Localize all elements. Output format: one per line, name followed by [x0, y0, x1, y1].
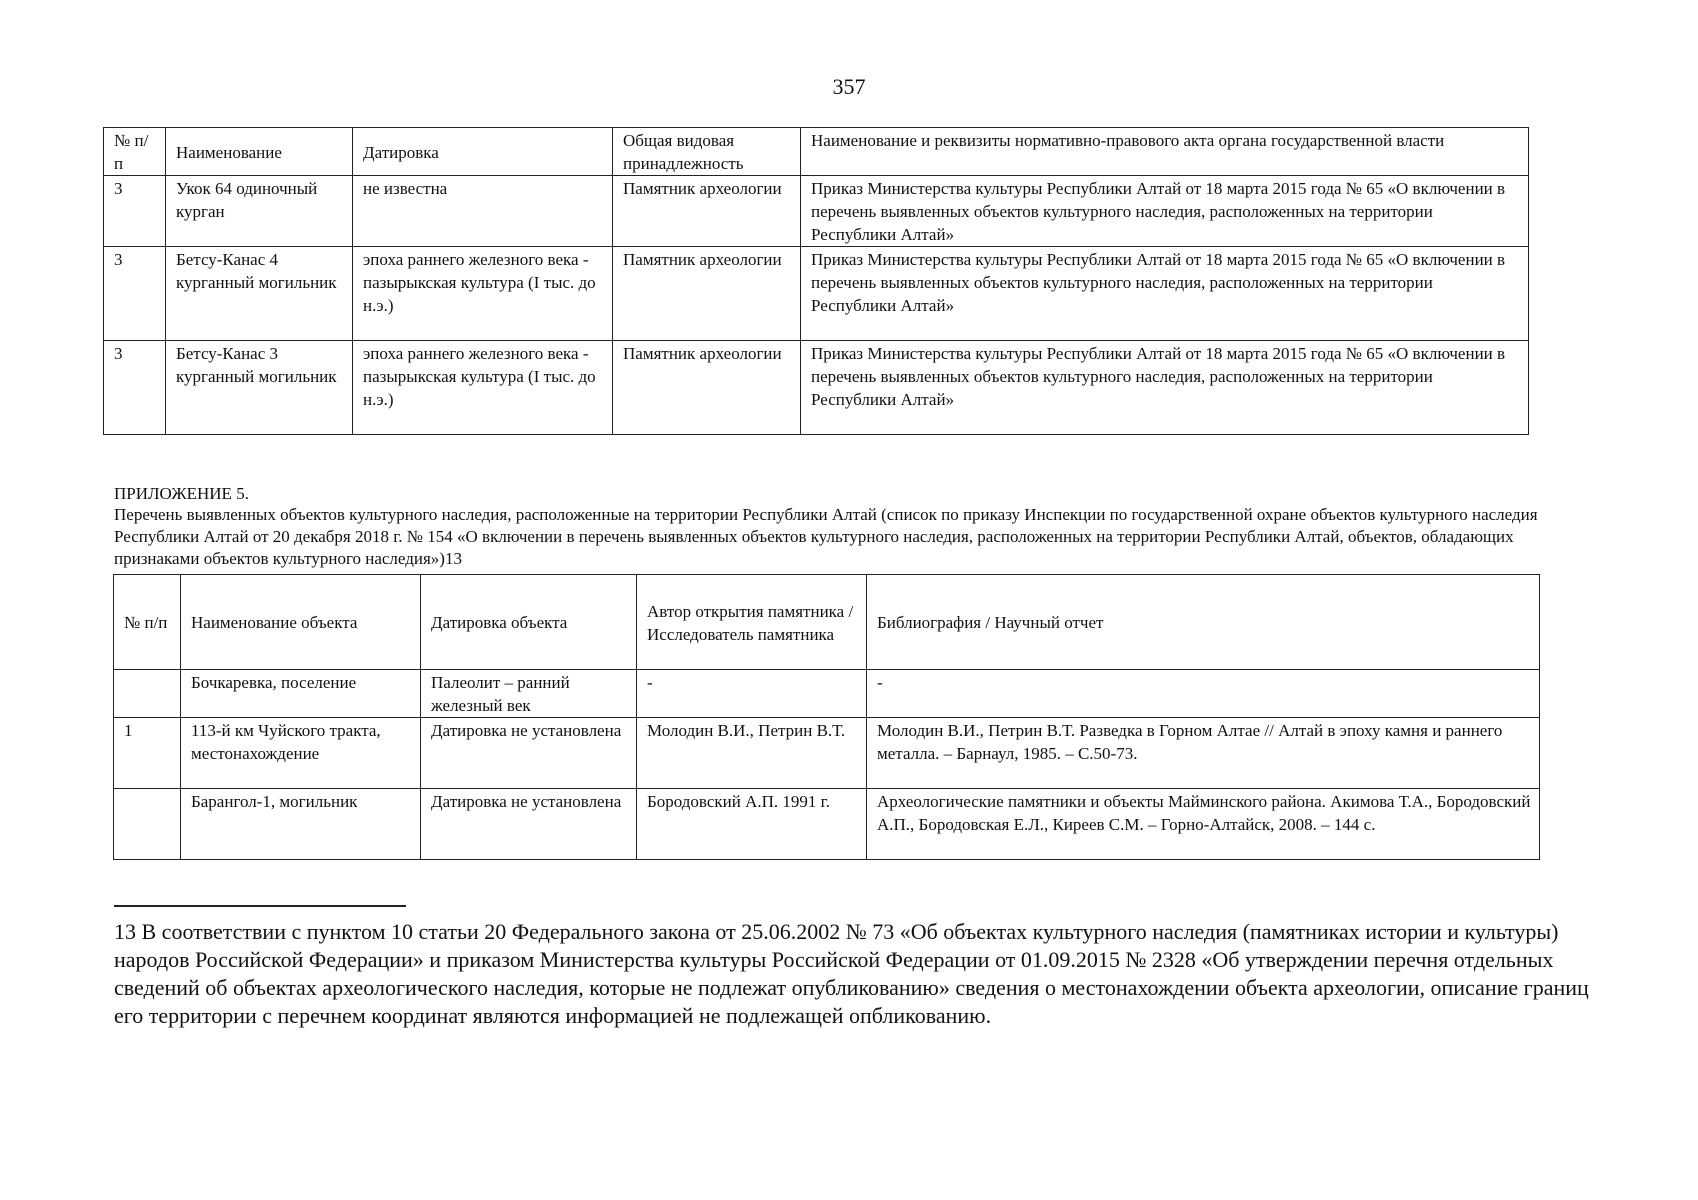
cell-number: 3 [104, 341, 166, 435]
cell-number: 3 [104, 247, 166, 341]
cell-name: Барангол-1, могильник [181, 789, 421, 860]
header-cell-dating: Датировка объекта [421, 575, 637, 670]
cell-name: Бетсу-Канас 3 курганный могильник [166, 341, 353, 435]
cell-author: - [637, 670, 867, 718]
cell-type: Памятник археологии [613, 341, 801, 435]
cell-dating: Датировка не установлена [421, 789, 637, 860]
cell-number: 1 [114, 718, 181, 789]
header-cell-type: Общая видовая принадлежность [613, 128, 801, 176]
identified-objects-table [113, 574, 1540, 860]
cell-dating: Палеолит – ранний железный век [421, 670, 637, 718]
cell-dating: не известна [353, 176, 613, 247]
page-number: 357 [832, 74, 866, 99]
cell-number: 3 [104, 176, 166, 247]
cell-bibliography: Молодин В.И., Петрин В.Т. Разведка в Горном Алтае // Алтай в эпоху камня и раннего металла. – Барнаул, 1985. – С.50-73. [867, 718, 1540, 789]
header-cell-bibliography: Библиография / Научный отчет [867, 575, 1540, 670]
cell-name: 113-й км Чуйского тракта, местонахождение [181, 718, 421, 789]
table-row [114, 718, 1540, 789]
cell-type: Памятник археологии [613, 176, 801, 247]
appendix-description: Перечень выявленных объектов культурного наследия, расположенные на территории Республики Алтай (список по приказу Инспекции по государственной охране объектов культурного наследия Республики Алтай от 20 декабря 2018 г. № 154 «О включении в перечень выявленных объектов культурного наследия, расположенных на территории Республики Алтай, объектов, обладающих признаками объектов культурного наследия»)13 [114, 505, 1538, 568]
header-cell-number: № п/п [104, 128, 166, 176]
table-row [104, 176, 1529, 247]
cell-name: Бетсу-Канас 4 курганный могильник [166, 247, 353, 341]
cell-author: Бородовский А.П. 1991 г. [637, 789, 867, 860]
table-header-row [114, 575, 1540, 670]
table-row [104, 247, 1529, 341]
cell-type: Памятник археологии [613, 247, 801, 341]
cell-number [114, 789, 181, 860]
cell-dating: эпоха раннего железного века - пазырыкская культура (I тыс. до н.э.) [353, 341, 613, 435]
cell-bibliography: - [867, 670, 1540, 718]
monuments-table [103, 127, 1529, 435]
footnote: 13 В соответствии с пунктом 10 статьи 20 Федерального закона от 25.06.2002 № 73 «Об объектах культурного наследия (памятниках истории и культуры) народов Российской Федерации» и приказом Министерства культуры Российской Федерации от 01.09.2015 № 2328 «Об утверждении перечня отдельных сведений об объектах археологического наследия, которые не подлежат опубликованию» сведения о местонахождении объекта археологии, описание границ его территории с перечнем координат являются информацией не подлежащей опбликованию. [114, 919, 1589, 1028]
table-header-row [104, 128, 1529, 176]
cell-name: Укок 64 одиночный курган [166, 176, 353, 247]
cell-legal-act: Приказ Министерства культуры Республики Алтай от 18 марта 2015 года № 65 «О включении в перечень выявленных объектов культурного наследия, расположенных на территории Республики Алтай» [801, 176, 1529, 247]
table-row [114, 670, 1540, 718]
header-cell-legal-act: Наименование и реквизиты нормативно-правового акта органа государственной власти [801, 128, 1529, 176]
cell-number [114, 670, 181, 718]
table-row [114, 789, 1540, 860]
cell-dating: Датировка не установлена [421, 718, 637, 789]
footnote-separator [114, 905, 406, 907]
appendix-block [114, 484, 1594, 570]
header-cell-number: № п/п [114, 575, 181, 670]
cell-bibliography: Археологические памятники и объекты Майминского района. Акимова Т.А., Бородовский А.П., Бородовская Е.Л., Киреев С.М. – Горно-Алтайск, 2008. – 144 с. [867, 789, 1540, 860]
header-cell-name: Наименование объекта [181, 575, 421, 670]
cell-legal-act: Приказ Министерства культуры Республики Алтай от 18 марта 2015 года № 65 «О включении в перечень выявленных объектов культурного наследия, расположенных на территории Республики Алтай» [801, 247, 1529, 341]
table-row [104, 341, 1529, 435]
header-cell-name: Наименование [166, 128, 353, 176]
header-cell-dating: Датировка [353, 128, 613, 176]
cell-author: Молодин В.И., Петрин В.Т. [637, 718, 867, 789]
cell-name: Бочкаревка, поселение [181, 670, 421, 718]
cell-dating: эпоха раннего железного века - пазырыкская культура (I тыс. до н.э.) [353, 247, 613, 341]
appendix-title: ПРИЛОЖЕНИЕ 5. [114, 484, 249, 503]
header-cell-author: Автор открытия памятника / Исследователь памятника [637, 575, 867, 670]
cell-legal-act: Приказ Министерства культуры Республики Алтай от 18 марта 2015 года № 65 «О включении в перечень выявленных объектов культурного наследия, расположенных на территории Республики Алтай» [801, 341, 1529, 435]
